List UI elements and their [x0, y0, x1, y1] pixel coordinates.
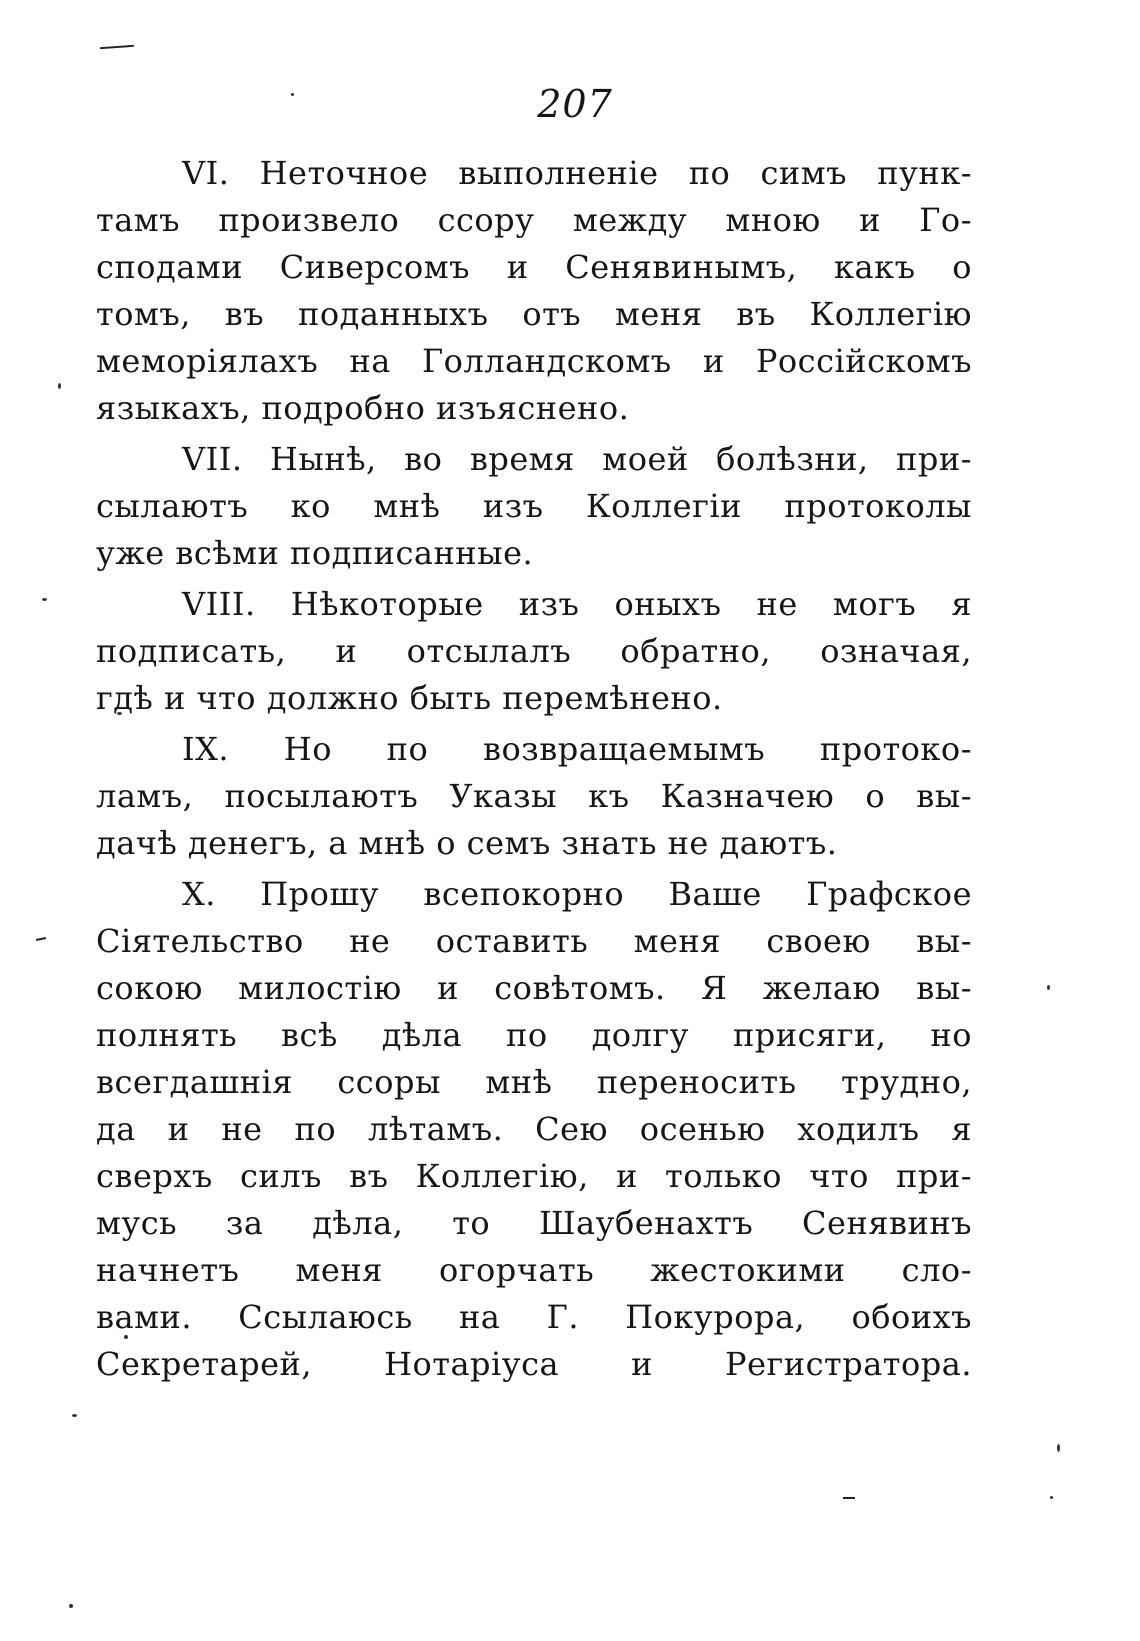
text-line: вами. Ссылаюсь на Г. Покурора, обоихъ — [96, 1298, 972, 1336]
paragraph — [96, 436, 972, 577]
text-line: начнетъ меня огорчать жестокими сло- — [96, 1251, 972, 1289]
scan-artifact-dot — [1047, 985, 1050, 990]
scan-artifact-dot — [1057, 1444, 1060, 1452]
scan-artifact-dash — [843, 1497, 855, 1499]
paragraph — [96, 871, 972, 1388]
scan-artifact-dot — [72, 1414, 77, 1417]
text-line: Сіятельство не оставить меня своею вы- — [96, 922, 972, 960]
text-line: Секретарей, Нотаріуса и Регистратора. — [96, 1345, 972, 1383]
text-line: VIII. Нѣкоторые изъ оныхъ не могъ я — [182, 585, 972, 623]
text-line: языкахъ, подробно изъяснено. — [96, 389, 630, 427]
scan-artifact-dot — [58, 383, 61, 389]
text-line: X. Прошу всепокорно Ваше Графское — [182, 875, 972, 913]
text-line: ламъ, посылаютъ Указы къ Казначею о вы- — [96, 777, 972, 815]
text-line: VII. Нынѣ, во время моей болѣзни, при- — [182, 440, 972, 478]
scan-artifact-dash — [36, 937, 46, 941]
text-line: томъ, въ поданныхъ отъ меня въ Коллегію — [96, 295, 972, 333]
scan-artifact-dot — [42, 598, 47, 601]
paragraph — [96, 150, 972, 432]
text-line: VI. Неточное выполненіе по симъ пунк- — [182, 154, 972, 192]
text-line: IX. Но по возвращаемымъ протоко- — [182, 730, 972, 768]
text-line: да и не по лѣтамъ. Сею осенью ходилъ я — [96, 1110, 972, 1148]
text-line: меморіялахъ на Голландскомъ и Россійскомъ — [96, 342, 972, 380]
text-line: сылаютъ ко мнѣ изъ Коллегіи протоколы — [96, 487, 972, 525]
text-line: мусь за дѣла, то Шаубенахтъ Сенявинъ — [96, 1204, 972, 1242]
text-line: сокою милостію и совѣтомъ. Я желаю вы- — [96, 969, 972, 1007]
text-line: гдѣ и что должно быть перемѣнено. — [96, 679, 723, 717]
scan-artifact-dot — [1050, 1496, 1053, 1499]
text-line: тамъ произвело ссору между мною и Го- — [96, 201, 972, 239]
text-line: дачѣ денегъ, а мнѣ о семъ знать не даютъ. — [96, 824, 838, 862]
text-line: подписать, и отсылалъ обратно, означая, — [96, 632, 972, 670]
text-line: сподами Сиверсомъ и Сенявинымъ, какъ о — [96, 248, 972, 286]
page-number: 207 — [537, 82, 613, 126]
paragraph — [96, 726, 972, 867]
text-line: сверхъ силъ въ Коллегію, и только что при- — [96, 1157, 972, 1195]
scan-artifact-dash — [100, 45, 134, 49]
paragraph — [96, 581, 972, 722]
scan-artifact-dot — [69, 1604, 73, 1608]
text-line: полнять всѣ дѣла по долгу присяги, но — [96, 1016, 972, 1054]
body-text — [96, 150, 972, 1388]
text-line: уже всѣми подписанные. — [96, 534, 534, 572]
text-line: всегдашнія ссоры мнѣ переносить трудно, — [96, 1063, 972, 1101]
